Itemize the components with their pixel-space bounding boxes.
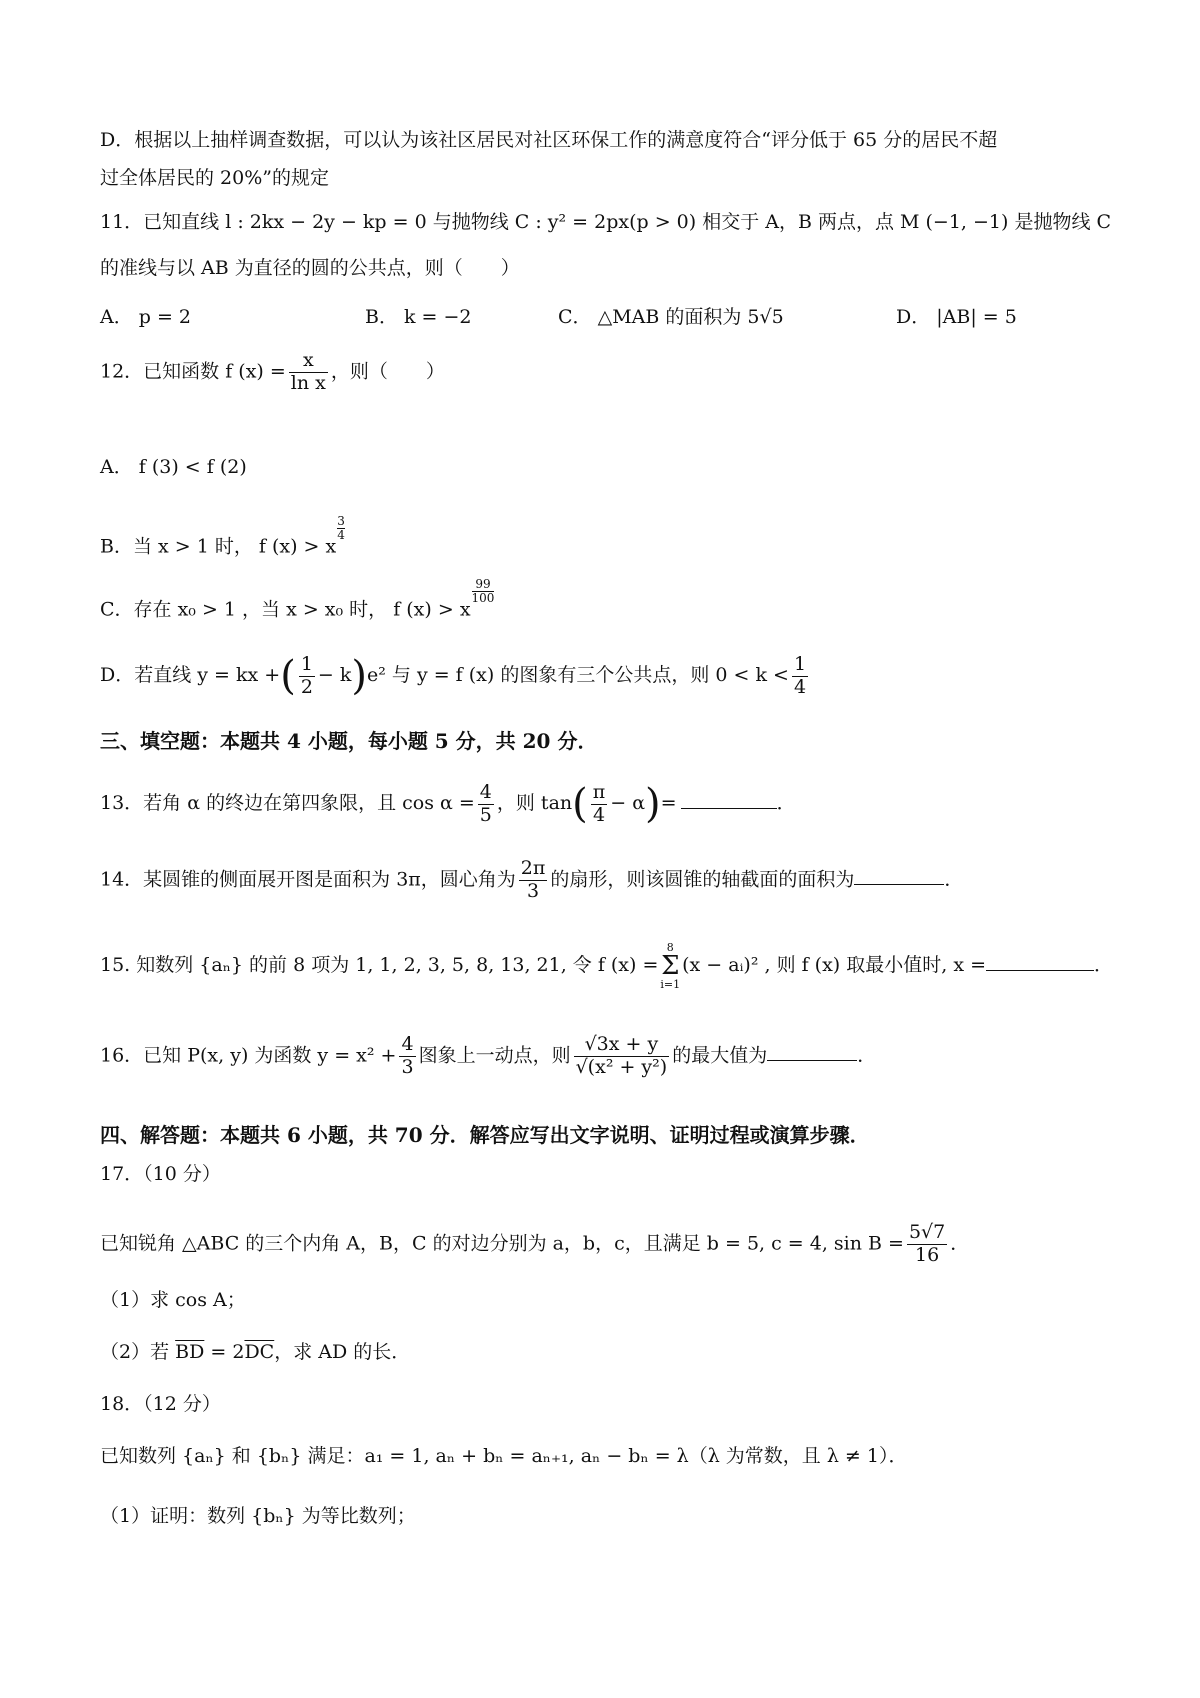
q14-pre: 14．某圆锥的侧面展开图是面积为 3π，圆心角为 — [100, 868, 516, 891]
q17-sinb-num: 5√7 — [908, 1221, 946, 1243]
q16-mid: 图象上一动点，则 — [418, 1044, 571, 1067]
q13 — [100, 778, 796, 830]
q18-part-1: （1）证明：数列 {bₙ} 为等比数列； — [100, 1505, 416, 1527]
q11-stem-line1: 11．已知直线 l : 2kx − 2y − kp = 0 与抛物线 C : y² = 2px(p > 0) 相交于 A，B 两点，点 M (−1, −1) 是抛物线 C — [100, 211, 1112, 233]
q10-option-d-line2: 过全体居民的 20%”的规定 — [100, 167, 329, 189]
q12-option-c-exp-den: 100 — [471, 590, 495, 605]
q16 — [100, 1034, 876, 1079]
q12-option-d-post: e² 与 y = f (x) 的图象有三个公共点，则 0 < k < — [367, 664, 789, 686]
q16-end: ． — [857, 1044, 877, 1067]
q12-option-d-paren-right: ) — [351, 653, 367, 699]
q14-post: 的扇形，则该圆锥的轴截面的面积为 — [550, 868, 855, 891]
q12-option-c-text: C．存在 x₀ > 1 ，当 x > x₀ 时， f (x) > x — [100, 598, 471, 621]
q12-stem — [100, 350, 445, 395]
q11-option-b: B． k = −2 — [365, 306, 472, 328]
q16-answer-blank[interactable] — [767, 1041, 857, 1061]
q15-post: (x − aᵢ)² , 则 f (x) 取最小值时, x = — [682, 954, 987, 976]
q16-frac-num: 4 — [401, 1033, 414, 1055]
q17-vector-dc: $\overline{DC}$ — [244, 1341, 275, 1363]
q15-sum-upper: 8 — [666, 941, 674, 954]
q15-pre: 15. 知数列 {aₙ} 的前 8 项为 1, 1, 2, 3, 5, 8, 13, 21, 令 f (x) = — [100, 954, 659, 976]
q13-pre: 13．若角 α 的终边在第四象限，且 cos α = — [100, 792, 475, 814]
q13-end: ． — [776, 792, 796, 814]
q13-tan-fraction — [591, 782, 608, 827]
q17-part-1: （1）求 cos A； — [100, 1289, 246, 1311]
q15-sum-lower: i=1 — [660, 978, 681, 991]
q16-expression-fraction — [574, 1034, 670, 1079]
q12-option-b — [100, 515, 345, 559]
q12-option-a: A． f (3) < f (2) — [100, 456, 247, 478]
q14-end: ． — [944, 868, 964, 891]
q12-option-b-exp-num: 3 — [337, 514, 345, 528]
q13-tan-den: 4 — [591, 804, 608, 827]
q11-option-c: C． △MAB 的面积为 5√5 — [558, 306, 784, 328]
q17-sinb-den: 16 — [907, 1244, 947, 1267]
q16-pre: 16．已知 P(x, y) 为函数 y = x² + — [100, 1044, 397, 1067]
q16-fraction — [399, 1034, 415, 1079]
q15-end: ． — [1094, 954, 1114, 976]
q12-option-c-exp-num: 99 — [475, 577, 491, 591]
q14 — [100, 858, 963, 903]
q12-option-d-k-num: 1 — [793, 652, 807, 675]
q11-stem-line2: 的准线与以 AB 为直径的圆的公共点，则（ ） — [100, 257, 520, 279]
q12-option-d-minus-k: − k — [317, 664, 352, 686]
q17-title: 17．（10 分） — [100, 1163, 221, 1185]
q13-tan-num: π — [592, 780, 606, 803]
q17-part-2-post: ，求 AD 的长． — [274, 1341, 411, 1363]
q13-cos-fraction — [478, 782, 494, 827]
q15 — [100, 942, 1113, 990]
q12-option-d-fraction — [299, 654, 315, 699]
q17-end: ． — [950, 1232, 970, 1255]
q13-cos-den: 5 — [479, 803, 492, 826]
q18-stem: 已知数列 {aₙ} 和 {bₙ} 满足：a₁ = 1, aₙ + bₙ = aₙ₊₁, aₙ − bₙ = λ（λ 为常数，且 λ ≠ 1）． — [100, 1445, 908, 1467]
q14-frac-den: 3 — [519, 880, 548, 903]
q17-stem — [100, 1222, 969, 1267]
q18-title: 18．（12 分） — [100, 1393, 221, 1415]
q12-option-c-exponent — [472, 578, 495, 604]
q17-stem-text: 已知锐角 △ABC 的三个内角 A，B，C 的对边分别为 a，b，c，且满足 b = 5, c = 4, sin B = — [100, 1232, 904, 1255]
q14-answer-blank[interactable] — [854, 865, 944, 885]
q16-post: 的最大值为 — [672, 1044, 768, 1067]
q15-answer-blank[interactable] — [986, 951, 1094, 971]
q16-expr-den: √(x² + y²) — [575, 1055, 668, 1078]
q13-mid: ，则 tan — [496, 792, 573, 814]
q12-stem-post: ，则（ ） — [330, 360, 445, 383]
q12-fraction-num: x — [302, 349, 314, 371]
q12-stem-pre: 12．已知函数 f (x) = — [100, 360, 286, 383]
q16-frac-den: 3 — [401, 1055, 414, 1078]
q12-option-d-paren-left: ( — [280, 653, 296, 699]
q16-expr-num: √3x + y — [584, 1033, 659, 1055]
q17-part-2-pre: （2）若 — [100, 1341, 170, 1363]
q12-option-d-k-den: 4 — [793, 675, 807, 698]
q12-option-b-text: B．当 x > 1 时， f (x) > x — [100, 535, 337, 558]
q12-option-d-k-fraction — [792, 654, 808, 699]
q17-sinb-fraction — [907, 1222, 947, 1267]
q15-summation — [660, 942, 680, 990]
q12-option-d-frac-den: 2 — [300, 675, 313, 698]
q12-option-b-exp-den: 4 — [337, 527, 345, 542]
q12-option-d — [100, 650, 811, 702]
q12-fraction-den: ln x — [290, 371, 326, 394]
q12-option-d-frac-num: 1 — [300, 652, 313, 675]
q17-vector-bd: $\overline{BD}$ — [175, 1341, 205, 1363]
section-4-heading: 四、解答题：本题共 6 小题，共 70 分．解答应写出文字说明、证明过程或演算步骤． — [100, 1123, 870, 1147]
q12-option-c — [100, 578, 494, 622]
q12-option-b-exponent — [337, 515, 345, 541]
q14-fraction — [519, 858, 548, 903]
q13-equals: = — [660, 792, 677, 814]
q15-sigma: Σ — [661, 951, 680, 981]
q17-part-2 — [100, 1340, 410, 1365]
q11-option-a: A． p = 2 — [100, 306, 192, 328]
q13-paren-left: ( — [572, 781, 588, 827]
q17-part-2-mid: = 2 — [210, 1341, 245, 1363]
q10-option-d-line1: D．根据以上抽样调查数据，可以认为该社区居民对社区环保工作的满意度符合“评分低于 65 分的居民不超 — [100, 129, 998, 151]
q11-option-d: D． |AB| = 5 — [896, 306, 1017, 328]
q14-frac-num: 2π — [520, 857, 546, 879]
q13-minus-alpha: − α — [610, 792, 646, 814]
q13-cos-num: 4 — [479, 780, 492, 803]
q12-option-d-pre: D．若直线 y = kx + — [100, 664, 281, 686]
q12-fraction — [289, 350, 328, 395]
q13-paren-right: ) — [645, 781, 661, 827]
section-3-heading: 三、填空题：本题共 4 小题，每小题 5 分，共 20 分． — [100, 729, 598, 753]
q13-answer-blank[interactable] — [681, 789, 777, 809]
